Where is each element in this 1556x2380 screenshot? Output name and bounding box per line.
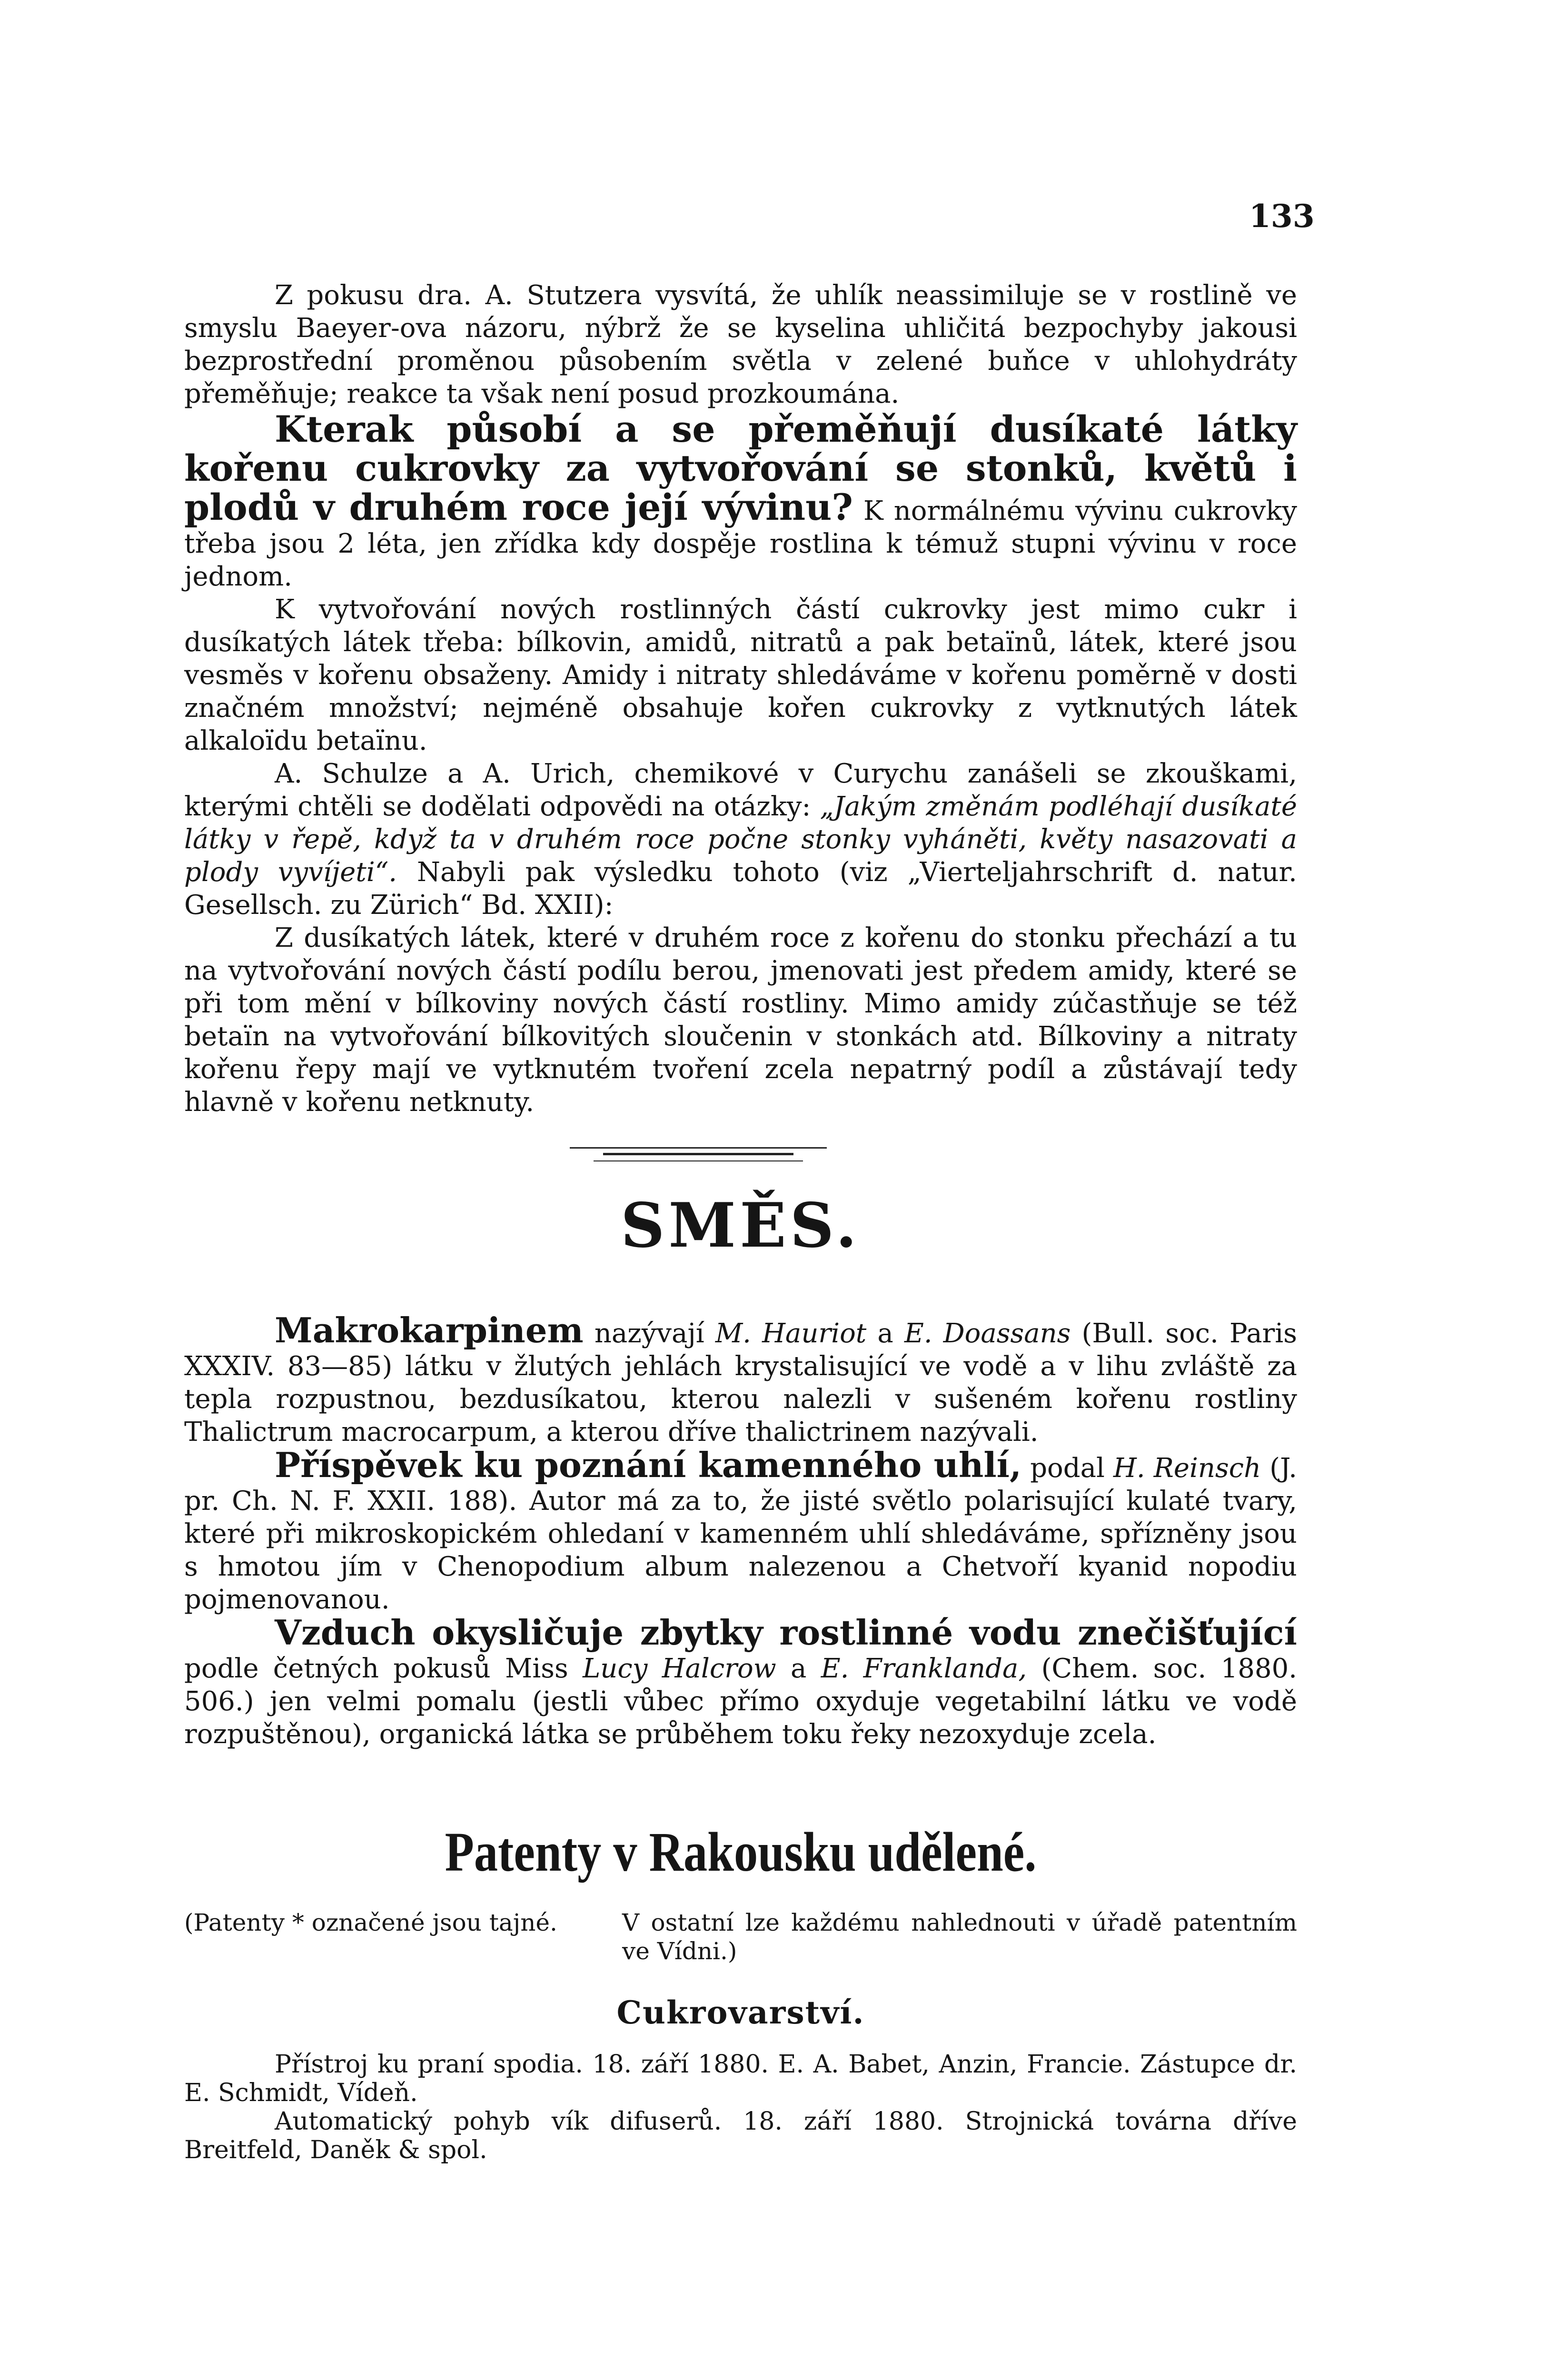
question-heading: Kterak působí a se přeměňují dusíkaté látky kořenu cukrovky za vytvořování se stonků, květů i plodů v druhém roce její vývinu? <box>184 408 1297 528</box>
patents-note-left: (Patenty * označené jsou tajné. <box>184 1909 557 1936</box>
author-name: E. Doassans <box>904 1318 1071 1349</box>
item-text: podal <box>1030 1453 1105 1484</box>
author-name: M. Hauriot <box>715 1318 867 1349</box>
paragraph-schulze-urich <box>184 757 1297 922</box>
category-title: Cukrovarství. <box>616 1994 865 2031</box>
item-makrokarpin <box>184 1310 1298 1448</box>
patent-entry: Automatický pohyb vík difuserů. 18. září 1880. Strojnická továrna dříve Breitfeld, Daněk & spol. <box>184 2107 1297 2164</box>
item-text: podle četných pokusů Miss <box>184 1653 568 1684</box>
item-text: a <box>877 1318 893 1349</box>
separator-line <box>603 1153 793 1155</box>
page-number: 133 <box>1249 198 1315 235</box>
item-air <box>184 1612 1298 1751</box>
item-heading: Příspěvek ku poznání kamenného uhlí, <box>275 1445 1022 1485</box>
author-name: Lucy Halcrow <box>583 1653 776 1684</box>
item-coal <box>184 1445 1298 1616</box>
schulze-start: A. Schulze a A. Urich, chemikové v Curychu zanášeli se zkouškami, kterými chtěli se dodělati odpovědi na otázky: <box>184 758 1297 822</box>
patent-entry: Přístroj ku praní spodia. 18. září 1880. E. A. Babet, Anzin, Francie. Zástupce dr. E. Schmidt, Vídeň. <box>184 2050 1297 2107</box>
item-text: a <box>791 1653 807 1684</box>
separator-line <box>570 1147 827 1149</box>
item-text: (Bull. soc. Paris XXXIV. 83—85) látku v žlutých jehlách krystalisující ve vodě a v lihu zvláště za tepla rozpustnou, bezdusíkatou, kterou nalezli v sušeném kořenu rostliny Thalictrum macrocarpum, a kterou dříve thalictrinem nazývali. <box>184 1318 1298 1448</box>
item-text: nazývají <box>594 1318 704 1349</box>
paragraph-stutzer: Z pokusu dra. A. Stutzera vysvítá, že uhlík neassimiluje se v rostlině ve smyslu Baeyer-ova názoru, nýbrž že se kyselina uhličitá bezpochyby jakousi bezprostřední proměnou působením světla v zelené buňce v uhlohydráty přeměňuje; reakce ta však není posud prozkoumána. <box>184 280 1297 409</box>
separator <box>184 1119 1297 1190</box>
item-text: (J. pr. Ch. N. F. XXII. 188). Autor má za to, že jisté světlo polarisující kulaté tvary, které při mikroskopickém ohledaní v kamenném uhlí shledáváme, spřízněny jsou s hmotou jím v Chenopodium album nalezenou a Chetvoří kyanid nopodiu pojmenovanou. <box>184 1453 1298 1615</box>
item-text: (Chem. soc. 1880. 506.) jen velmi pomalu (jestli vůbec přímo oxyduje vegetabilní látku ve vodě rozpuštěnou), organická látka se průběhem toku řeky nezoxyduje zcela. <box>184 1653 1298 1750</box>
patents-note <box>184 1908 1297 1965</box>
schulze-end: Nabyli pak výsledku tohoto (viz „Vierteljahrschrift d. natur. Gesellsch. zu Zürich“ Bd. XXII): <box>184 857 1297 921</box>
item-heading: Vzduch okysličuje zbytky rostlinné vodu znečišťující <box>275 1612 1297 1653</box>
paragraph-substances: K vytvořování nových rostlinných částí cukrovky jest mimo cukr i dusíkatých látek třeba: bílkovin, amidů, nitratů a pak betaïnů, látek, které jsou vesměs v kořenu obsaženy. Amidy i nitraty shledáváme v kořenu poměrně v dosti značném množství; nejméně obsahuje kořen cukrovky z vytknutých látek alkaloïdu betaïnu. <box>184 594 1297 756</box>
page-content <box>184 279 1297 2164</box>
paragraph-results: Z dusíkatých látek, které v druhém roce z kořenu do stonku přechází a tu na vytvořování nových částí podílu berou, jmenovati jest předem amidy, které se při tom mění v bílkoviny nových částí rostliny. Mimo amidy zúčastňuje se též betaïn na vytvořování bílkovitých sloučenin v stonkách atd. Bílkoviny a nitraty kořenu řepy mají ve vytknutém tvoření zcela nepatrný podíl a zůstávají tedy hlavně v kořenu netknuty. <box>184 922 1297 1118</box>
schulze-question: „Jakým změnám podléhají dusíkaté látky v řepě, když ta v druhém roce počne stonky vyháněti, květy nasazovati a plody vyvíjeti“. <box>184 791 1298 888</box>
patents-title: Patenty v Rakousku udělené. <box>445 1821 1037 1883</box>
question-text: K normálnému vývinu cukrovky třeba jsou 2 léta, jen zřídka kdy dospěje rostlina k témuž stupni vývinu v roce jednom. <box>184 496 1297 592</box>
item-heading: Makrokarpinem <box>275 1310 584 1350</box>
author-name: H. Reinsch <box>1113 1453 1261 1484</box>
author-name: E. Franklanda, <box>821 1653 1027 1684</box>
section-title-smes: SMĚS. <box>620 1190 861 1261</box>
paragraph-question <box>184 410 1297 593</box>
patents-note-right: V ostatní lze každému nahlednouti v úřadě patentním ve Vídni.) <box>622 1909 1297 1965</box>
separator-line <box>594 1160 803 1161</box>
